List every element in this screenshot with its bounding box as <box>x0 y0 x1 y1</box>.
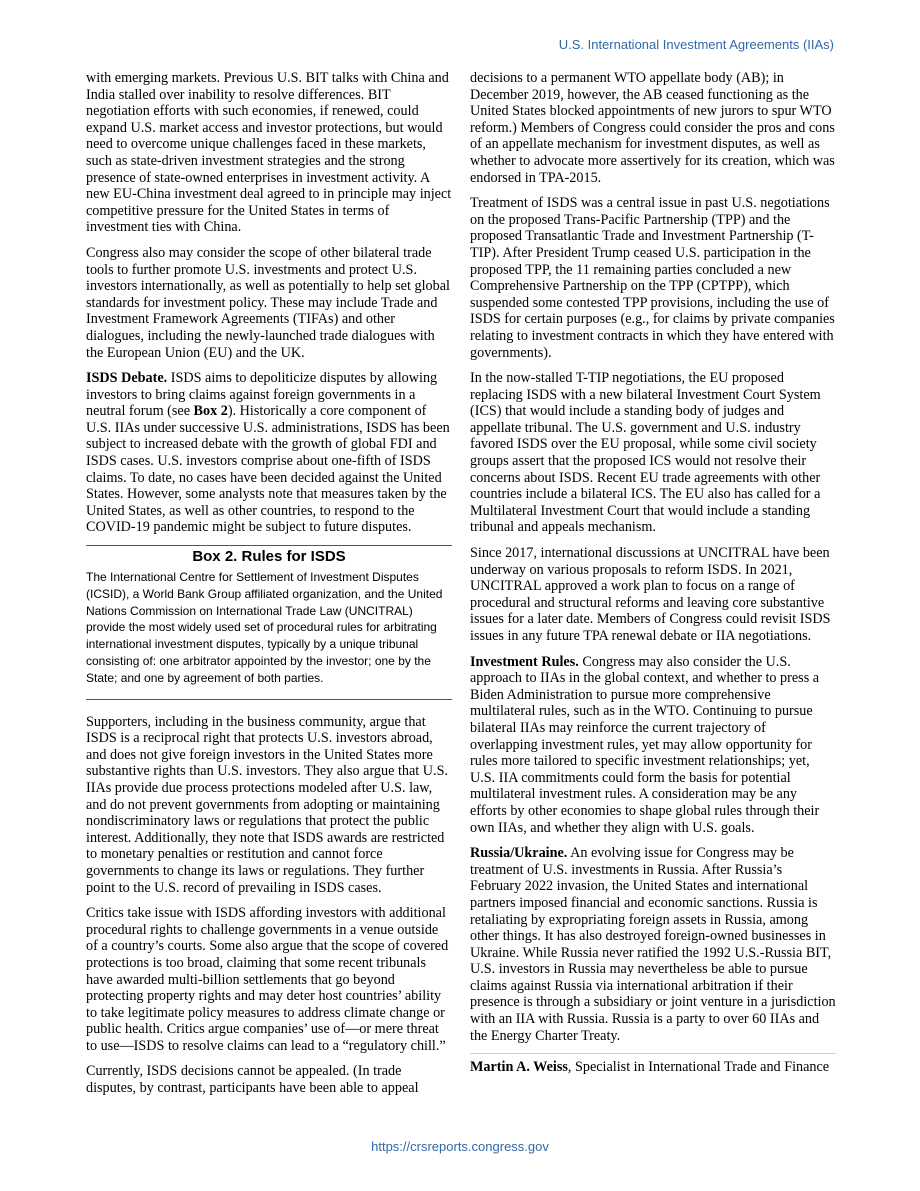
paragraph: with emerging markets. Previous U.S. BIT talks with China and India stalled over inability to resolve differences. BIT negotiation efforts with such economies, if renewed, could expand U.S. market access and investor protections, but would need to overcome unique challenges faced in these markets, such as state-driven investment strategies and the strong presence of state-owned enterprises in investment activity. A new EU-China investment deal agreed to in principle may inject competitive pressure for the United States in terms of investment ties with China. <box>86 70 452 236</box>
paragraph-text: An evolving issue for Congress may be treatment of U.S. investments in Russia. After Russia’s February 2022 invasion, the United States and international partners imposed financial and economic sanctions. Russia is retaliating by expropriating foreign assets in Russia, among other things. It has also destroyed foreign-owned businesses in Ukraine. While Russia never ratified the 1992 U.S.-Russia BIT, U.S. investors in Russia may nevertheless be able to pursue claims against Russia via international arbitration if their presence is through a subsidiary or joint venture in a jurisdiction with an IIA with Russia. Russia is a party to over 60 IIAs and the Energy Charter Treaty. <box>470 845 836 1044</box>
paragraph-text: ). Historically a core component of U.S. IIAs under successive U.S. administrations, ISDS has been subject to increased debate with the growth of global FDI and ISDS cases. U.S. investors comprise about one-fifth of ISDS claims. To date, no cases have been decided against the United States. However, some analysts note that measures taken by the United States, as well as other countries, to respond to the COVID-19 pandemic might be subject to future disputes. <box>86 403 450 536</box>
running-header: U.S. International Investment Agreements (IIAs) <box>558 37 834 52</box>
paragraph: In the now-stalled T-TIP negotiations, the EU proposed replacing ISDS with a new bilateral Investment Court System (ICS) that would include a standing body of judges and appellate tribunal. The U.S. government and U.S. industry favored ISDS over the EU proposal, while some civil society groups assert that the proposed ICS would not resolve their concerns about ISDS. Recent EU trade agreements with other countries include a bilateral ICS. The EU also has called for a Multilateral Investment Court that would include a standing tribunal and appeals mechanism. <box>470 370 821 536</box>
paragraph-russia-ukraine <box>470 845 836 1044</box>
author-byline <box>470 1053 836 1076</box>
paragraph: Currently, ISDS decisions cannot be appealed. (In trade disputes, by contrast, participants have been able to appeal <box>86 1063 419 1097</box>
paragraph: Congress also may consider the scope of other bilateral trade tools to further promote U.S. investments and protect U.S. investors internationally, as well as potentially to help set global standards for investment policy. These may include Trade and Investment Framework Agreements (TIFAs) and other dialogues, including the newly-launched trade dialogues with the European Union (EU) and the UK. <box>86 244 450 361</box>
paragraph-lead: Russia/Ukraine. <box>470 845 568 862</box>
paragraph-lead: ISDS Debate. <box>86 370 168 387</box>
paragraph: Critics take issue with ISDS affording investors with additional procedural rights to challenge governments in a venue outside of a country’s courts. Some also argue that the scope of covered protections is too broad, claiming that some recent tribunals have awarded multi-billion settlements that go beyond protecting property rights and may deter host countries’ ability to take legitimate policy measures to address climate change or public health. Critics argue companies’ use of—or mere threat to use—ISDS to resolve claims can lead to a “regulatory chill.” <box>86 905 449 1054</box>
paragraph-text: ISDS aims to depoliticize disputes by allowing investors to bring claims against foreign governments in a neutral forum (see <box>86 370 438 420</box>
right-column <box>470 70 836 1076</box>
box-title: Box 2. Rules for ISDS <box>192 548 346 566</box>
paragraph-lead: Investment Rules. <box>470 653 579 670</box>
paragraph: decisions to a permanent WTO appellate body (AB); in December 2019, however, the AB ceased functioning as the United States blocked appointments of new jurors to spur WTO reform.) Members of Congress could consider the pros and cons of an appellate mechanism for investment disputes, as well as whether to advocate more assertively for its creation, which was endorsed in TPA-2015. <box>470 70 835 186</box>
paragraph-text: Congress may also consider the U.S. approach to IIAs in the global context, and whether to press a Biden Administration to pursue more comprehensive multilateral rules, such as in the WTO. Continuing to pursue bilateral IIAs may reinforce the current trajectory of overlapping investment rules, yet may allow opportunity for rules more tailored to specific investment relationships; yet, U.S. IIA commitments could form the basis for potential multilateral investment rules. A consideration may be any efforts by other economies to shape global rules through their own IIAs, and whether they align with U.S. goals. <box>470 653 820 836</box>
paragraph: Treatment of ISDS was a central issue in past U.S. negotiations on the proposed Trans-Pacific Partnership (TPP) and the proposed Transatlantic Trade and Investment Partnership (T-TIP). After President Trump ceased U.S. participation in the proposed TPP, the 11 remaining parties concluded a new Comprehensive Partnership on the TPP (CPTPP), which suspended some contested TPP provisions, including the use of ISDS for certain purposes (e.g., for claims by private companies relating to investment contracts in which they have entered with governments). <box>470 195 835 361</box>
paragraph-isds-debate <box>86 370 452 536</box>
paragraph: Since 2017, international discussions at UNCITRAL have been underway on various proposals to reform ISDS. In 2021, UNCITRAL approved a work plan to focus on a range of procedural and structural reforms and leaving core substantive issues for a later date. Members of Congress could revisit ISDS issues in any future TPA renewal debate or IIA negotiations. <box>470 545 831 644</box>
box-2 <box>86 545 452 700</box>
box-reference: Box 2 <box>193 403 228 420</box>
author-name: Martin A. Weiss <box>470 1059 568 1076</box>
left-column <box>86 70 452 1097</box>
paragraph-investment-rules <box>470 654 836 837</box>
box-body: The International Centre for Settlement of Investment Disputes (ICSID), a World Bank Group affiliated organization, and the United Nations Commission on International Trade Law (UNCITRAL) provide the most widely used set of procedural rules for arbitrating international investment disputes, typically by a unique tribunal consisting of: one arbitrator appointed by the investor; one by the State; and one by agreement of both parties. <box>86 570 443 685</box>
author-title: , Specialist in International Trade and Finance <box>567 1059 830 1076</box>
paragraph: Supporters, including in the business community, argue that ISDS is a reciprocal right that protects U.S. investors abroad, and does not give foreign investors in the United States more substantive rights than U.S. investors. They also argue that U.S. IIAs provide due process protections modeled after U.S. law, and do not prevent governments from adopting or maintaining nondiscriminatory laws or regulations that protect the public interest. Additionally, they note that ISDS awards are restricted to monetary penalties or restitution and cannot force governments to change its laws or regulations. They further point to the U.S. record of prevailing in ISDS cases. <box>86 713 449 896</box>
footer-url[interactable]: https://crsreports.congress.gov <box>371 1139 549 1154</box>
